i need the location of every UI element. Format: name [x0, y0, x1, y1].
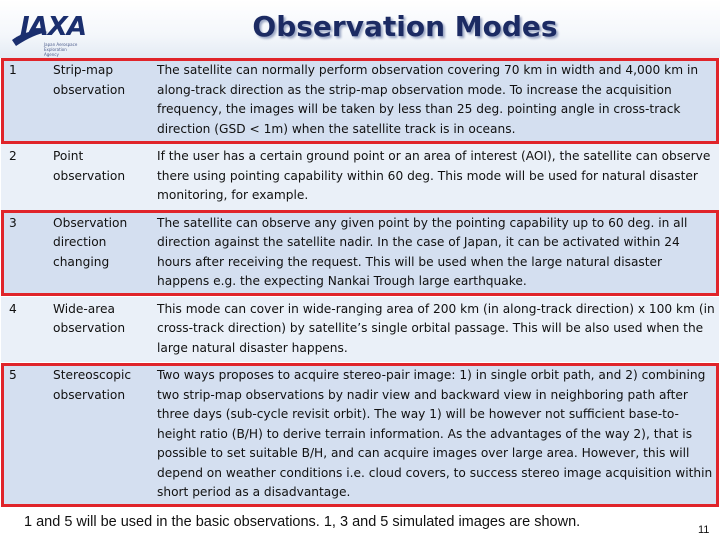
mode-name: Wide-area observation [49, 296, 153, 363]
table-row [1, 363, 719, 508]
page-number: 11 [698, 524, 710, 536]
table-row [1, 210, 719, 296]
jaxa-logo [8, 6, 86, 57]
slide-header [0, 0, 720, 58]
observation-modes-table [1, 58, 719, 508]
mode-name: Observation direction changing [49, 210, 153, 296]
mode-description: This mode can cover in wide-ranging area of 200 km (in along-track direction) x 100 km (in cross-track direction) by satellite’s single orbital passage. This will be also used when the large natural disaster happens. [153, 296, 719, 363]
mode-description: Two ways proposes to acquire stereo-pair image: 1) in single orbit path, and 2) combining two strip-map observations by nadir view and backward view in neighboring path after three days (sub-cycle revisit orbit). The way 1) will be however not sufficient base-to-height ratio (B/H) to derive terrain information. As the advantages of the way 2), that is possible to set suitable B/H, and can acquire images over large area. However, this will depend on weather conditions i.e. cloud covers, to success stereo image acquisition within short period as a disadvantage. [153, 363, 719, 508]
page-title: Observation Modes [252, 10, 558, 43]
mode-number: 5 [1, 363, 49, 508]
logo-subtext: Japan Aerospace Exploration Agency [44, 42, 78, 57]
mode-description: The satellite can normally perform observation covering 70 km in width and 4,000 km in along-track direction as the strip-map observation mode. To increase the acquisition frequency, the images will be taken by less than 25 deg. pointing angle in cross-track direction (GSD < 1m) when the satellite track is in oceans. [153, 58, 719, 144]
footnote: 1 and 5 will be used in the basic observations. 1, 3 and 5 simulated images are shown. [24, 514, 581, 530]
logo-text: JAXA [20, 12, 86, 42]
mode-number: 1 [1, 58, 49, 144]
mode-name: Point observation [49, 144, 153, 211]
mode-name: Strip-map observation [49, 58, 153, 144]
table-row [1, 296, 719, 363]
mode-number: 3 [1, 210, 49, 296]
mode-name: Stereoscopic observation [49, 363, 153, 508]
modes-table-body [1, 58, 719, 507]
mode-number: 2 [1, 144, 49, 211]
mode-description: The satellite can observe any given point by the pointing capability up to 60 deg. in all direction against the satellite nadir. In the case of Japan, it can be activated within 24 hours after receiving the request. This will be used when the large natural disaster happens e.g. the expecting Nankai Trough large earthquake. [153, 210, 719, 296]
table-row [1, 144, 719, 211]
table-row [1, 58, 719, 144]
mode-number: 4 [1, 296, 49, 363]
mode-description: If the user has a certain ground point or an area of interest (AOI), the satellite can observe there using pointing capability within 60 deg. This mode will be used for natural disaster monitoring, for example. [153, 144, 719, 211]
